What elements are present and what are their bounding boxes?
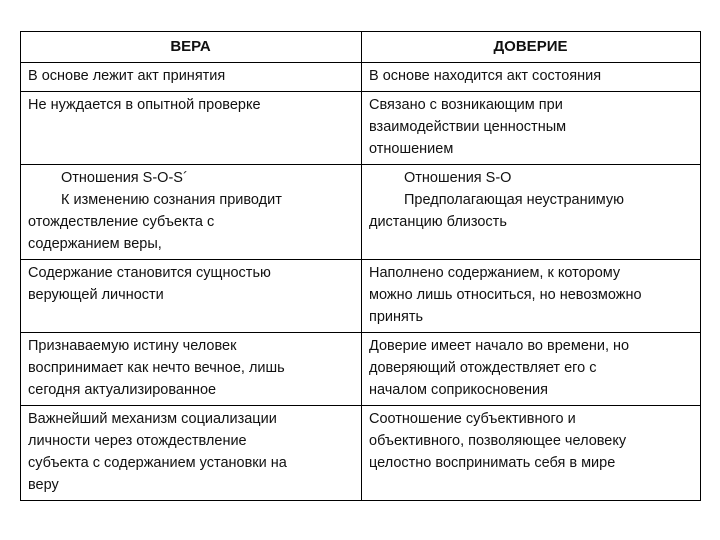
cell-vera — [21, 165, 362, 260]
cell-doverie — [362, 333, 701, 406]
cell-line: доверяющий отождествляет его с — [369, 360, 597, 376]
table-row — [21, 333, 701, 406]
cell-line: сегодня актуализированное — [28, 382, 217, 398]
header-row — [21, 32, 701, 63]
header-doverie: ДОВЕРИЕ — [362, 32, 701, 63]
cell-vera — [21, 63, 362, 92]
cell-line: Соотношение субъективного и — [369, 411, 576, 427]
table-row — [21, 406, 701, 501]
cell-line: субъекта с содержанием установки на — [28, 455, 287, 471]
cell-line: принять — [369, 309, 424, 325]
cell-line: целостно воспринимать себя в мире — [369, 455, 616, 471]
cell-doverie — [362, 63, 701, 92]
cell-line: воспринимает как нечто вечное, лишь — [28, 360, 285, 376]
cell-line: Доверие имеет начало во времени, но — [369, 338, 630, 354]
cell-vera — [21, 260, 362, 333]
cell-doverie — [362, 165, 701, 260]
cell-line: Признаваемую истину человек — [28, 338, 237, 354]
cell-line: Не нуждается в опытной проверке — [28, 97, 261, 113]
cell-line: Предполагающая неустранимую — [404, 192, 624, 208]
cell-line: веру — [28, 477, 59, 493]
cell-doverie — [362, 406, 701, 501]
cell-line: дистанцию близость — [369, 214, 507, 230]
table-row — [21, 260, 701, 333]
cell-doverie — [362, 92, 701, 165]
cell-line: Отношения S-O-S´ — [61, 170, 188, 186]
cell-line: можно лишь относиться, но невозможно — [369, 287, 642, 303]
cell-line: началом соприкосновения — [369, 382, 549, 398]
header-vera: ВЕРА — [21, 32, 362, 63]
table-row — [21, 165, 701, 260]
cell-line: К изменению сознания приводит — [61, 192, 282, 208]
cell-line: Содержание становится сущностью — [28, 265, 271, 281]
comparison-table — [20, 31, 701, 501]
cell-line: Наполнено содержанием, к которому — [369, 265, 621, 281]
cell-line: Связано с возникающим при — [369, 97, 563, 113]
table-row — [21, 92, 701, 165]
cell-vera — [21, 92, 362, 165]
cell-line: отношением — [369, 141, 454, 157]
cell-line: взаимодействии ценностным — [369, 119, 567, 135]
cell-vera — [21, 333, 362, 406]
cell-line: верующей личности — [28, 287, 164, 303]
cell-line: В основе находится акт состояния — [369, 68, 602, 84]
cell-line: Важнейший механизм социализации — [28, 411, 277, 427]
table-body — [21, 63, 701, 501]
cell-line: содержанием веры, — [28, 236, 162, 252]
cell-doverie — [362, 260, 701, 333]
table-header — [21, 32, 701, 63]
cell-line: личности через отождествление — [28, 433, 247, 449]
table-row — [21, 63, 701, 92]
cell-line: объективного, позволяющее человеку — [369, 433, 627, 449]
cell-line: Отношения S-O — [404, 170, 512, 186]
cell-line: отождествление субъекта с — [28, 214, 215, 230]
cell-vera — [21, 406, 362, 501]
cell-line: В основе лежит акт принятия — [28, 68, 226, 84]
